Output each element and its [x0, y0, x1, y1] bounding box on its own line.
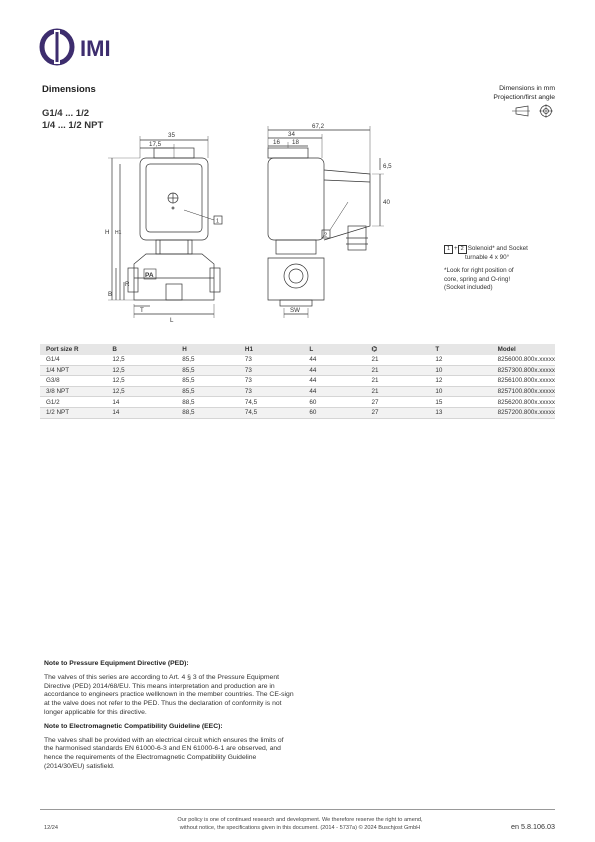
cell: 85,5 [176, 376, 239, 387]
dim-R: R [125, 281, 130, 288]
pa-label: PA [145, 272, 154, 279]
cell: 88,5 [176, 397, 239, 408]
col-b: B [106, 344, 176, 355]
cell: 60 [303, 407, 365, 418]
cell: 1/4 NPT [40, 365, 106, 376]
cell: G1/4 [40, 355, 106, 365]
dim-B: B [108, 291, 113, 298]
cell: 88,5 [176, 407, 239, 418]
imi-logo [40, 28, 150, 66]
col-t: T [429, 344, 491, 355]
cell: 3/8 NPT [40, 386, 106, 397]
cell: 12 [429, 376, 491, 387]
document-number: en 5.8.106.03 [511, 822, 555, 831]
dim-H: H [105, 229, 110, 236]
legend-line-2: turnable 4 x 90° [465, 254, 510, 261]
cell: 12,5 [106, 376, 176, 387]
dim-34: 34 [288, 131, 295, 138]
dim-35: 35 [168, 132, 175, 139]
first-angle-projection-icon [506, 104, 554, 118]
sizes-line-2: 1/4 ... 1/2 NPT [42, 120, 104, 131]
cell: 27 [366, 407, 430, 418]
dimensions-note [493, 84, 555, 102]
cell: 73 [239, 355, 303, 365]
table-header-row [40, 344, 555, 355]
dim-T: T [140, 307, 144, 314]
front-view [108, 136, 222, 318]
cell: 44 [303, 365, 365, 376]
section-title: Dimensions [42, 84, 96, 95]
legend-line-1: Solenoid* and Socket [467, 245, 528, 252]
col-h: H [176, 344, 239, 355]
emc-text: The valves shall be provided with an electrical circuit which ensures the limits of the harmonised standards EN 61000-6-3 and EN 61000-6-1 are observed, and hence the requirements of the Electromagnetic Compatibility Guideline (2014/30/EU) satisfield. [44, 736, 284, 770]
dim-17-5: 17,5 [149, 141, 162, 148]
cell: 21 [366, 355, 430, 365]
legend-note-3: (Socket included) [444, 283, 493, 291]
ped-title: Note to Pressure Equipment Directive (PED): [44, 660, 189, 667]
cell: 8257200.800x.xxxxx [492, 407, 555, 418]
cell: 44 [303, 386, 365, 397]
cell: 8256200.800x.xxxxx [492, 397, 555, 408]
projection-label: Projection/first angle [493, 94, 555, 101]
cell: 1/2 NPT [40, 407, 106, 418]
legend-box-1: 1 [444, 245, 453, 254]
cell: 44 [303, 376, 365, 387]
cell: 21 [366, 386, 430, 397]
col-model: Model [492, 344, 555, 355]
dimensions-table [40, 344, 555, 419]
dim-16: 16 [273, 139, 280, 146]
table-row [40, 386, 555, 397]
callout-2: 2 [324, 232, 328, 239]
cell: 8257100.800x.xxxxx [492, 386, 555, 397]
cell: 85,5 [176, 386, 239, 397]
cell: 13 [429, 407, 491, 418]
dim-L: L [170, 317, 174, 324]
callout-1: 1 [216, 218, 220, 225]
col-wrench-size: ⌬ [366, 344, 430, 355]
cell: 74,5 [239, 397, 303, 408]
cell: 21 [366, 365, 430, 376]
cell: G3/8 [40, 376, 106, 387]
brand-name: IMI [80, 36, 111, 61]
cell: 85,5 [176, 365, 239, 376]
table-row [40, 407, 555, 418]
ped-text: The valves of this series are according to Art. 4 § 3 of the Pressure Equipment Directive (PED) 2014/68/EU. This means interpretation and production are in accordance to engineers practice wellknown in the member countries. The CE-sign at the valve does not refer to the PED. Thus the declaration of conformity is not longer applicable for this directive. [44, 673, 294, 716]
dim-H1: H1 [115, 230, 122, 236]
policy-line-1: Our policy is one of continued research and development. We therefore reserve the right to amend, [177, 817, 423, 823]
dim-67-2: 67,2 [312, 123, 325, 130]
cell: 14 [106, 397, 176, 408]
table-row [40, 376, 555, 387]
dim-18: 18 [292, 139, 299, 146]
legend-box-2: 2 [458, 245, 467, 254]
cell: 12,5 [106, 365, 176, 376]
footer-policy [150, 816, 450, 832]
side-view [268, 126, 384, 318]
footer-divider [40, 809, 555, 810]
cell: 73 [239, 365, 303, 376]
cell: 44 [303, 355, 365, 365]
cell: 85,5 [176, 355, 239, 365]
cell: 12 [429, 355, 491, 365]
cell: 8256100.800x.xxxxx [492, 376, 555, 387]
cell: 21 [366, 376, 430, 387]
legend-plus: + [454, 245, 458, 252]
cell: 60 [303, 397, 365, 408]
col-port-size: Port size R [40, 344, 106, 355]
table-row [40, 397, 555, 408]
legend-note-2: core, spring and O-ring! [444, 275, 511, 283]
policy-line-2: without notice, the specifications given in this document. (2014 - 5737a) © 2024 Buschjost GmbH [179, 825, 421, 831]
cell: 73 [239, 376, 303, 387]
cell: 12,5 [106, 386, 176, 397]
page-number: 12/24 [44, 825, 58, 831]
dimension-labels [105, 123, 392, 324]
dim-SW: SW [290, 307, 300, 314]
directive-notes [44, 660, 294, 777]
table-row [40, 365, 555, 376]
legend-note-1: *Look for right position of [444, 267, 514, 275]
col-l: L [303, 344, 365, 355]
drawing-legend [444, 245, 564, 292]
emc-title: Note to Electromagnetic Compatibility Guideline (EEC): [44, 722, 223, 730]
cell: 73 [239, 386, 303, 397]
dim-6-5: 6,5 [383, 163, 392, 170]
dims-unit: Dimensions in mm [499, 85, 555, 92]
cell: 74,5 [239, 407, 303, 418]
cell: 8257300.800x.xxxxx [492, 365, 555, 376]
table-row [40, 355, 555, 365]
col-h1: H1 [239, 344, 303, 355]
dimension-drawing [90, 118, 390, 328]
cell: 12,5 [106, 355, 176, 365]
cell: G1/2 [40, 397, 106, 408]
cell: 27 [366, 397, 430, 408]
dim-40: 40 [383, 199, 390, 206]
cell: 15 [429, 397, 491, 408]
sizes-line-1: G1/4 ... 1/2 [42, 108, 89, 119]
cell: 14 [106, 407, 176, 418]
cell: 10 [429, 386, 491, 397]
cell: 10 [429, 365, 491, 376]
cell: 8256000.800x.xxxxx [492, 355, 555, 365]
